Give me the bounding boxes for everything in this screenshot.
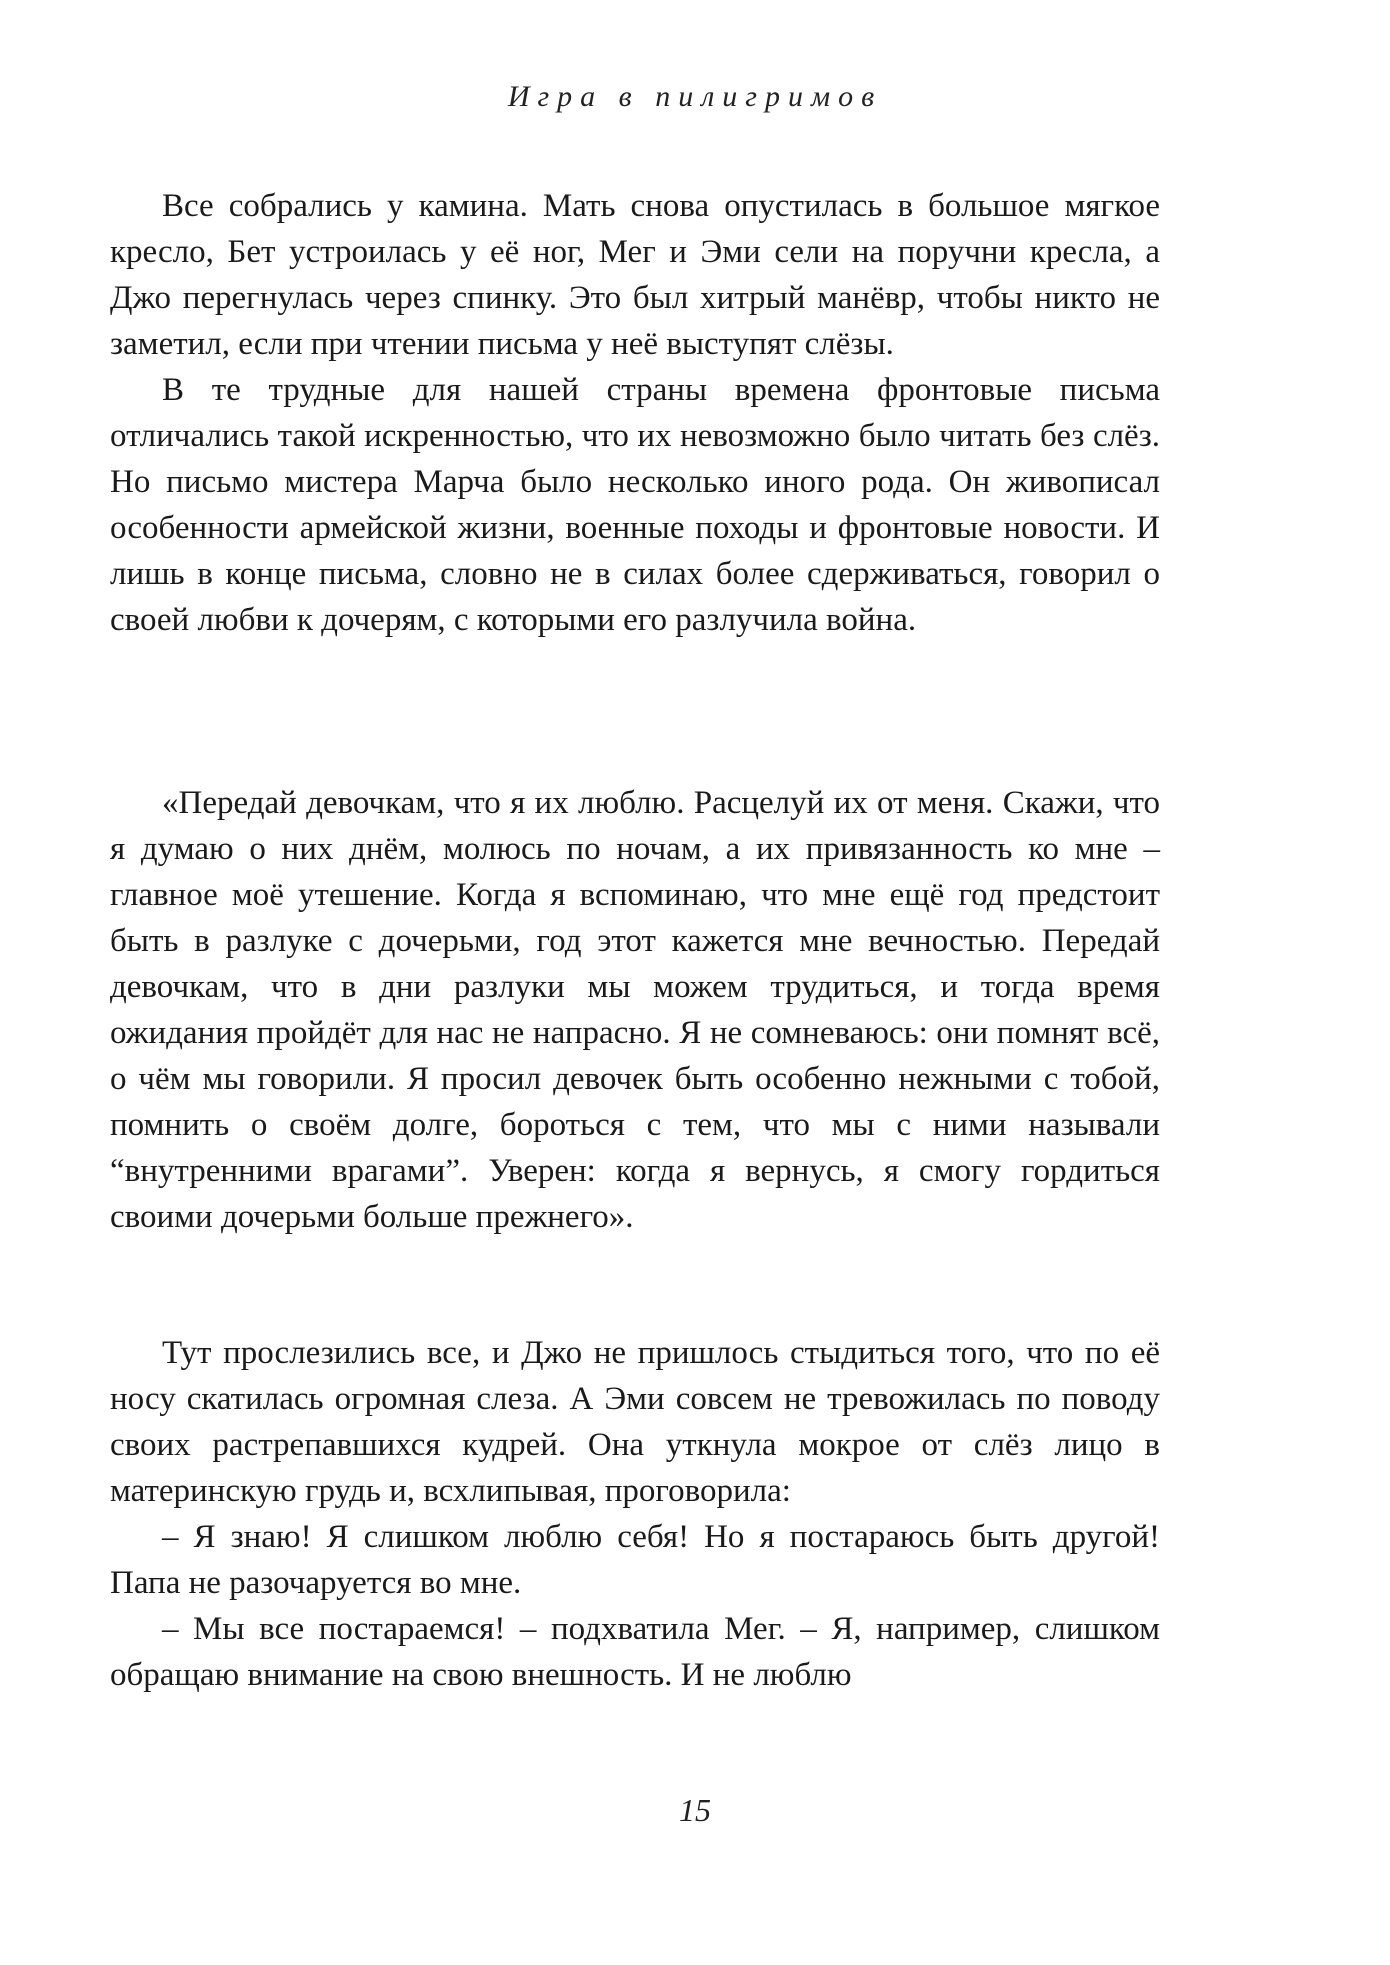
letter-quote-block — [110, 780, 1160, 1240]
paragraph: Тут прослезились все, и Джо не пришлось стыдиться того, что по её носу скатилась огромная слеза. А Эми совсем не тревожилась по поводу своих растрепавшихся кудрей. Она уткнула мокрое от слёз лицо в материнскую грудь и, всхлипывая, проговорила: — [110, 1335, 1160, 1509]
narrative-block-closing — [110, 1330, 1160, 1698]
paragraph: Все собрались у камина. Мать снова опустилась в большое мягкое кресло, Бет устроилась у её ног, Мег и Эми сели на поручни кресла, а Джо перегнулась через спинку. Это был хитрый манёвр, чтобы никто не заметил, если при чтении письма у неё выступят слёзы. — [110, 188, 1160, 362]
letter-paragraph: «Передай девочкам, что я их люблю. Расцелуй их от меня. Скажи, что я думаю о них днём, молюсь по ночам, а их привязанность ко мне – главное моё утешение. Когда я вспоминаю, что мне ещё год предстоит быть в разлуке с дочерьми, год этот кажется мне вечностью. Передай девочкам, что в дни разлуки мы можем трудиться, и тогда время ожидания пройдёт для нас не напрасно. Я не сомневаюсь: они помнят всё, о чём мы говорили. Я просил девочек быть особенно нежными с тобой, помнить о своём долге, бороться с тем, что мы с ними называли “внутренними врагами”. Уверен: когда я вернусь, я смогу гордиться своими дочерьми больше прежнего». — [110, 785, 1160, 1235]
dialogue-line: – Мы все постараемся! – подхватила Мег. – Я, например, слишком обращаю внимание на свою внешность. И не люблю — [110, 1611, 1160, 1693]
paragraph: В те трудные для нашей страны времена фронтовые письма отличались такой искренностью, что их невозможно было читать без слёз. Но письмо мистера Марча было несколько иного рода. Он живописал особенности армейской жизни, военные походы и фронтовые новости. И лишь в конце письма, словно не в силах более сдерживаться, говорил о своей любви к дочерям, с которыми его разлучила война. — [110, 372, 1160, 638]
narrative-block-opening — [110, 183, 1160, 643]
running-head-title: Игра в пилигримов — [507, 80, 883, 113]
page-number: 15 — [679, 1792, 711, 1828]
dialogue-line: – Я знаю! Я слишком люблю себя! Но я постараюсь быть другой! Папа не разочаруется во мне. — [110, 1519, 1160, 1601]
